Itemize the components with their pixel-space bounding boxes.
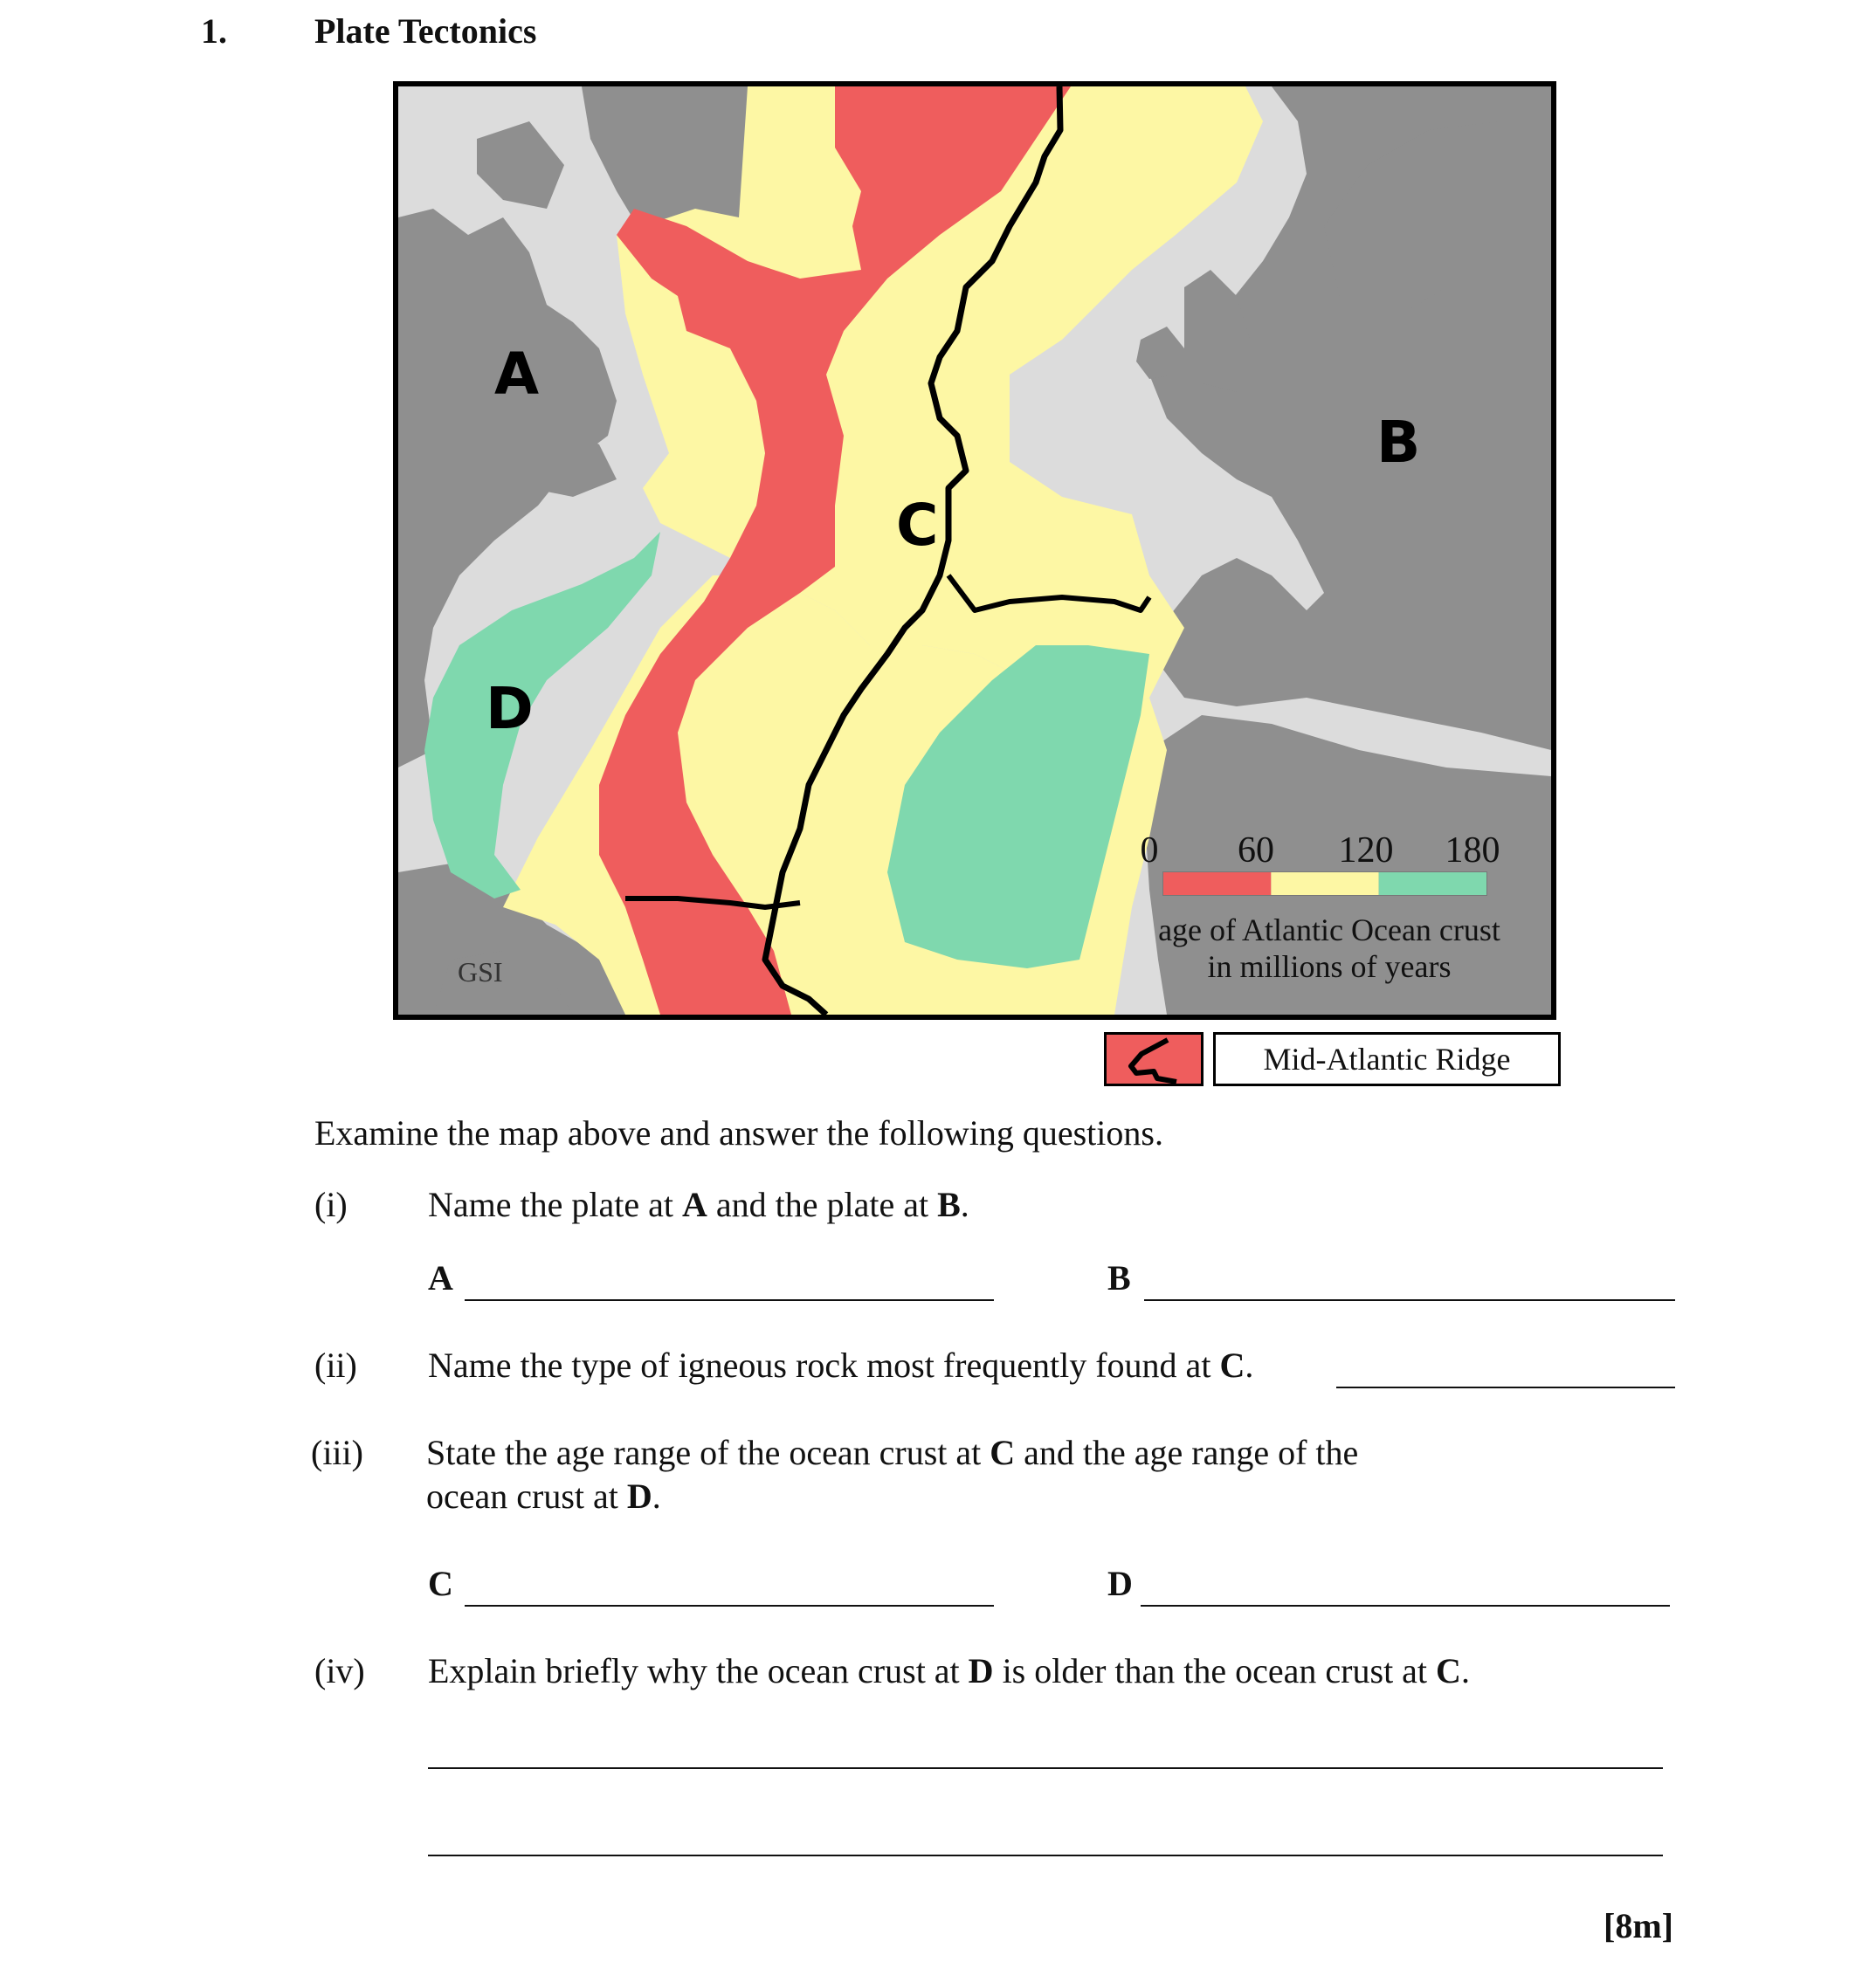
legend-tick-60: 60 — [1238, 830, 1274, 871]
part-iv-prompt — [428, 1650, 1470, 1692]
question-title: Plate Tectonics — [314, 11, 537, 51]
label-crust-d: D — [486, 675, 534, 742]
part-iii-text2-end: . — [652, 1477, 661, 1516]
answer-a-label: A — [428, 1258, 453, 1298]
part-iii-prompt-line2 — [426, 1476, 661, 1518]
answer-iv-line-1[interactable] — [428, 1767, 1663, 1769]
ridge-key-label: Mid-Atlantic Ridge — [1213, 1032, 1561, 1086]
answer-d-line[interactable] — [1141, 1605, 1670, 1607]
ridge-symbol-icon — [1107, 1035, 1201, 1084]
part-ii-prompt — [428, 1345, 1253, 1387]
label-plate-b: B — [1376, 409, 1421, 476]
answer-b-label: B — [1107, 1258, 1131, 1298]
answer-b-line[interactable] — [1144, 1299, 1675, 1301]
answer-c-label: C — [428, 1564, 453, 1603]
part-i-text-end: . — [960, 1185, 969, 1224]
legend-bands — [1163, 872, 1486, 895]
answer-d-label: D — [1107, 1564, 1133, 1603]
part-i-text-mid: and the plate at — [707, 1185, 938, 1224]
answer-ii-line[interactable] — [1336, 1387, 1675, 1388]
part-i-prompt — [428, 1184, 969, 1226]
part-ii-text: Name the type of igneous rock most frequently found at — [428, 1346, 1220, 1385]
legend-tick-120: 120 — [1338, 830, 1394, 871]
instructions: Examine the map above and answer the following questions. — [314, 1113, 1163, 1153]
part-i-bold-a: A — [681, 1185, 707, 1224]
legend-band-0-60 — [1163, 872, 1271, 895]
part-i-bold-b: B — [937, 1185, 961, 1224]
part-i-label: (i) — [314, 1185, 348, 1224]
marks-total: [8m] — [1604, 1906, 1673, 1945]
question-number: 1. — [201, 11, 227, 51]
legend-tick-0: 0 — [1140, 830, 1159, 871]
part-ii-bold-c: C — [1219, 1346, 1245, 1385]
map-credit: GSI — [458, 956, 503, 988]
part-ii-label: (ii) — [314, 1346, 357, 1385]
part-iii-text: State the age range of the ocean crust at — [426, 1433, 990, 1472]
atlantic-crust-map — [393, 81, 1556, 1020]
legend-band-60-120 — [1271, 872, 1378, 895]
legend-caption-line2: in millions of years — [1207, 949, 1452, 984]
answer-iv-line-2[interactable] — [428, 1855, 1663, 1856]
part-iii-prompt-line1 — [426, 1432, 1358, 1474]
part-iii-text2: ocean crust at — [426, 1477, 627, 1516]
part-iv-bold-c: C — [1436, 1651, 1461, 1690]
legend-caption-line1: age of Atlantic Ocean crust — [1158, 912, 1500, 947]
part-iv-text-end: . — [1460, 1651, 1470, 1690]
legend-band-120-180 — [1379, 872, 1486, 895]
part-i-text: Name the plate at — [428, 1185, 682, 1224]
legend-tick-180: 180 — [1445, 830, 1500, 871]
part-iii-bold-d: D — [626, 1477, 652, 1516]
label-plate-a: A — [494, 341, 540, 408]
label-crust-c: C — [896, 492, 939, 559]
part-iv-bold-d: D — [968, 1651, 994, 1690]
part-iv-text-mid: is older than the ocean crust at — [993, 1651, 1437, 1690]
part-iv-text: Explain briefly why the ocean crust at — [428, 1651, 969, 1690]
part-iii-text-post: and the age range of the — [1015, 1433, 1359, 1472]
part-iii-bold-c: C — [990, 1433, 1016, 1472]
part-iii-label: (iii) — [311, 1433, 363, 1472]
part-iv-label: (iv) — [314, 1651, 365, 1690]
answer-a-line[interactable] — [465, 1299, 994, 1301]
ridge-key-swatch — [1104, 1032, 1204, 1086]
answer-c-line[interactable] — [465, 1605, 994, 1607]
part-ii-text-end: . — [1245, 1346, 1254, 1385]
